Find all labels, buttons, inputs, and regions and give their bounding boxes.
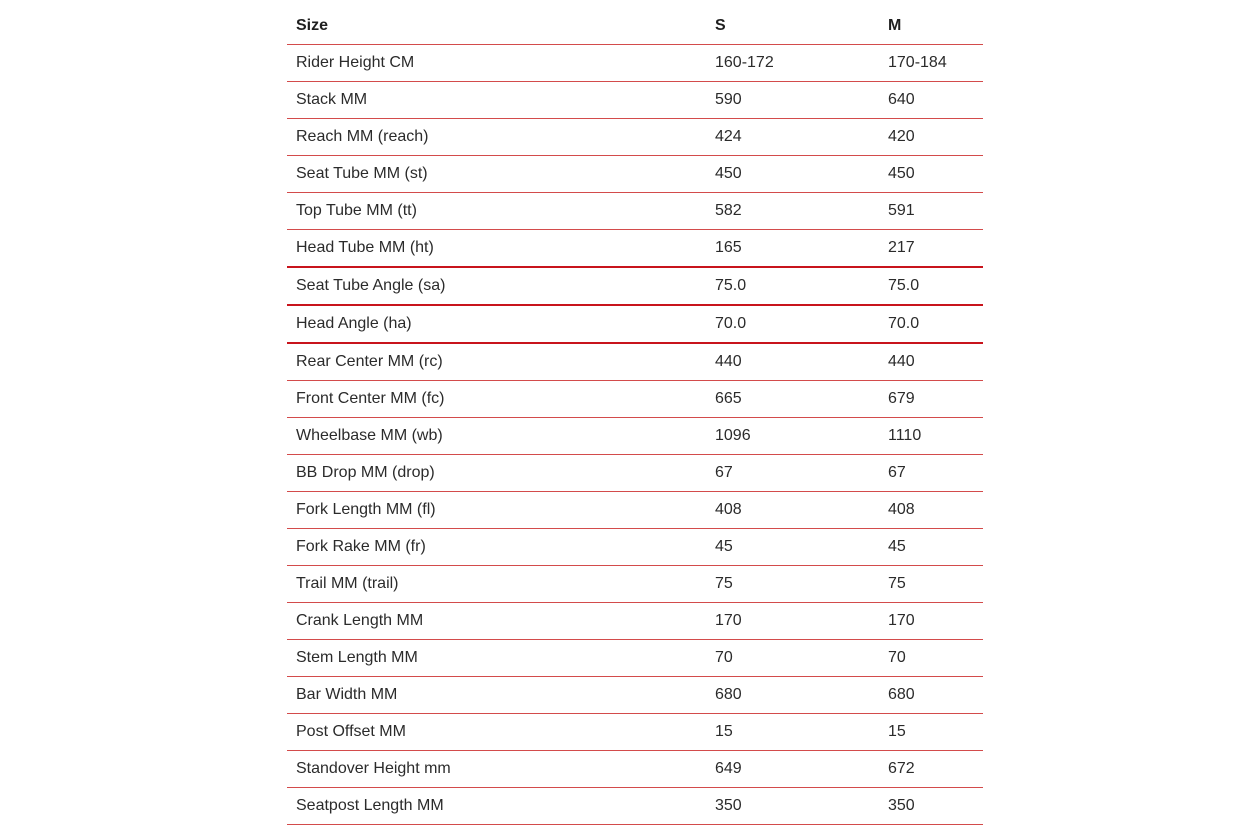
value-s: 160-172 [706,45,879,82]
table-row [287,566,983,603]
value-m: 680 [879,677,983,714]
value-m: 679 [879,381,983,418]
table-row [287,455,983,492]
table-row [287,640,983,677]
table-row [287,230,983,268]
row-label: Top Tube MM (tt) [287,193,706,230]
row-label: BB Drop MM (drop) [287,455,706,492]
table-row [287,418,983,455]
value-m: 1110 [879,418,983,455]
value-s: 165 [706,230,879,268]
table-row [287,267,983,305]
table-row [287,714,983,751]
value-s: 75.0 [706,267,879,305]
value-s: 440 [706,343,879,381]
value-s: 70 [706,640,879,677]
table-row [287,45,983,82]
value-m: 450 [879,156,983,193]
value-s: 680 [706,677,879,714]
row-label: Rider Height CM [287,45,706,82]
row-label: Front Center MM (fc) [287,381,706,418]
value-m: 45 [879,529,983,566]
value-m: 350 [879,788,983,825]
value-m: 15 [879,714,983,751]
row-label: Seat Tube Angle (sa) [287,267,706,305]
value-m: 75.0 [879,267,983,305]
row-label: Fork Rake MM (fr) [287,529,706,566]
row-label: Post Offset MM [287,714,706,751]
row-label: Head Angle (ha) [287,305,706,343]
column-header-m: M [879,8,983,45]
table-header-row [287,8,983,45]
value-s: 75 [706,566,879,603]
table-row [287,381,983,418]
column-header-s: S [706,8,879,45]
value-m: 420 [879,119,983,156]
table-row [287,603,983,640]
value-s: 408 [706,492,879,529]
row-label: Fork Length MM (fl) [287,492,706,529]
value-s: 590 [706,82,879,119]
value-s: 70.0 [706,305,879,343]
table-row [287,119,983,156]
value-s: 67 [706,455,879,492]
geometry-table [287,8,983,825]
row-label: Standover Height mm [287,751,706,788]
table-row [287,529,983,566]
table-row [287,492,983,529]
row-label: Reach MM (reach) [287,119,706,156]
value-s: 170 [706,603,879,640]
row-label: Stem Length MM [287,640,706,677]
row-label: Seat Tube MM (st) [287,156,706,193]
row-label: Crank Length MM [287,603,706,640]
value-m: 591 [879,193,983,230]
value-s: 1096 [706,418,879,455]
value-m: 67 [879,455,983,492]
value-m: 217 [879,230,983,268]
table-row [287,82,983,119]
value-s: 450 [706,156,879,193]
column-header-size: Size [287,8,706,45]
row-label: Stack MM [287,82,706,119]
row-label: Rear Center MM (rc) [287,343,706,381]
row-label: Wheelbase MM (wb) [287,418,706,455]
value-m: 640 [879,82,983,119]
value-s: 350 [706,788,879,825]
table-row [287,788,983,825]
table-row [287,343,983,381]
value-m: 70 [879,640,983,677]
value-s: 424 [706,119,879,156]
value-m: 408 [879,492,983,529]
table-row [287,305,983,343]
value-m: 70.0 [879,305,983,343]
row-label: Bar Width MM [287,677,706,714]
value-m: 170-184 [879,45,983,82]
table-row [287,677,983,714]
value-s: 649 [706,751,879,788]
table-row [287,751,983,788]
table-row [287,193,983,230]
row-label: Seatpost Length MM [287,788,706,825]
table-row [287,156,983,193]
value-m: 170 [879,603,983,640]
row-label: Head Tube MM (ht) [287,230,706,268]
value-s: 45 [706,529,879,566]
value-s: 665 [706,381,879,418]
value-m: 75 [879,566,983,603]
value-m: 672 [879,751,983,788]
value-s: 582 [706,193,879,230]
value-s: 15 [706,714,879,751]
row-label: Trail MM (trail) [287,566,706,603]
value-m: 440 [879,343,983,381]
